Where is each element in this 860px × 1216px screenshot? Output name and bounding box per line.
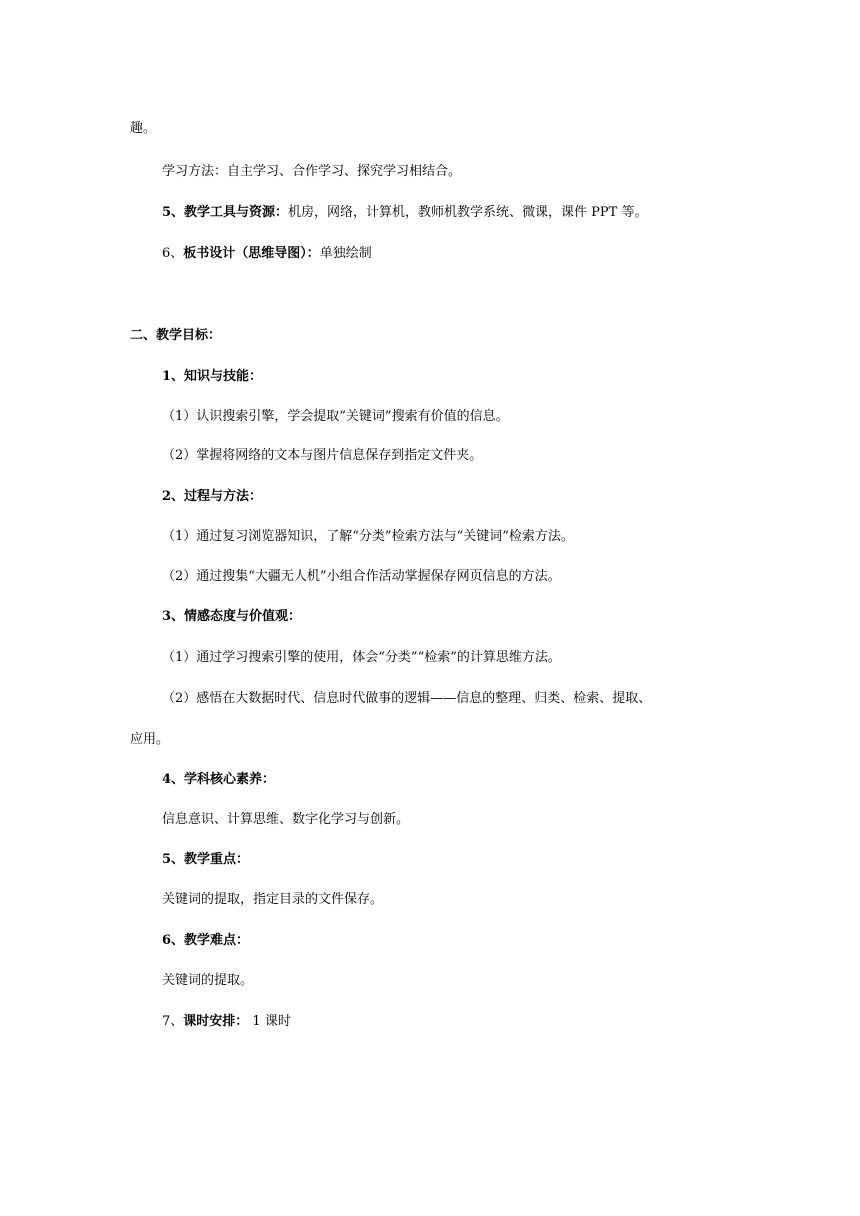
learning-method: 学习方法：自主学习、合作学习、探究学习相结合。 [162,164,462,179]
goal-3-item-2: （2）感悟在大数据时代、信息时代做事的逻辑——信息的整理、归类、检索、提取、 [162,691,652,706]
goal-2-title: 2、过程与方法： [162,489,263,504]
board-design-label: 板书设计（思维导图）： [183,246,320,261]
goal-2-item-1: （1）通过复习浏览器知识，了解“分类”检索方法与“关键词”检索方法。 [162,529,574,544]
paragraph-continuation: 趣。 [130,121,157,136]
tools-resources-text: 机房，网络，计算机，教师机教学系统、微课，课件 PPT 等。 [288,205,648,220]
goal-5-text: 关键词的提取，指定目录的文件保存。 [162,892,384,907]
board-design-text: 单独绘制 [319,246,372,261]
board-design-number: 6、 [162,246,184,261]
goal-2-item-2: （2）通过搜集“大疆无人机”小组合作活动掌握保存网页信息的方法。 [162,569,561,584]
goal-3-title: 3、情感态度与价值观： [162,609,302,624]
goal-1-item-1: （1）认识搜索引擎，学会提取“关键词”搜索有价值的信息。 [162,409,509,424]
goal-3-item-1: （1）通过学习搜索引擎的使用，体会“分类”“检索”的计算思维方法。 [162,650,561,665]
tools-resources [162,204,647,222]
class-hours-number: 7、 [162,1014,184,1029]
class-hours [162,1013,291,1031]
goal-4-text: 信息意识、计算思维、数字化学习与创新。 [162,812,410,827]
goal-6-text: 关键词的提取。 [162,973,254,988]
goal-1-title: 1、知识与技能： [162,369,263,384]
goal-4-title: 4、学科核心素养： [162,772,276,787]
goal-3-item-2-continuation: 应用。 [130,732,170,747]
board-design [162,245,372,263]
class-hours-label: 课时安排： [183,1014,249,1029]
class-hours-text: 1 课时 [248,1014,291,1029]
goal-6-title: 6、教学难点： [162,933,250,948]
section-title-teaching-goals: 二、教学目标： [130,328,222,343]
tools-resources-label: 5、教学工具与资源： [162,205,289,220]
goal-5-title: 5、教学重点： [162,852,250,867]
goal-1-item-2: （2）掌握将网络的文本与图片信息保存到指定文件夹。 [162,448,483,463]
